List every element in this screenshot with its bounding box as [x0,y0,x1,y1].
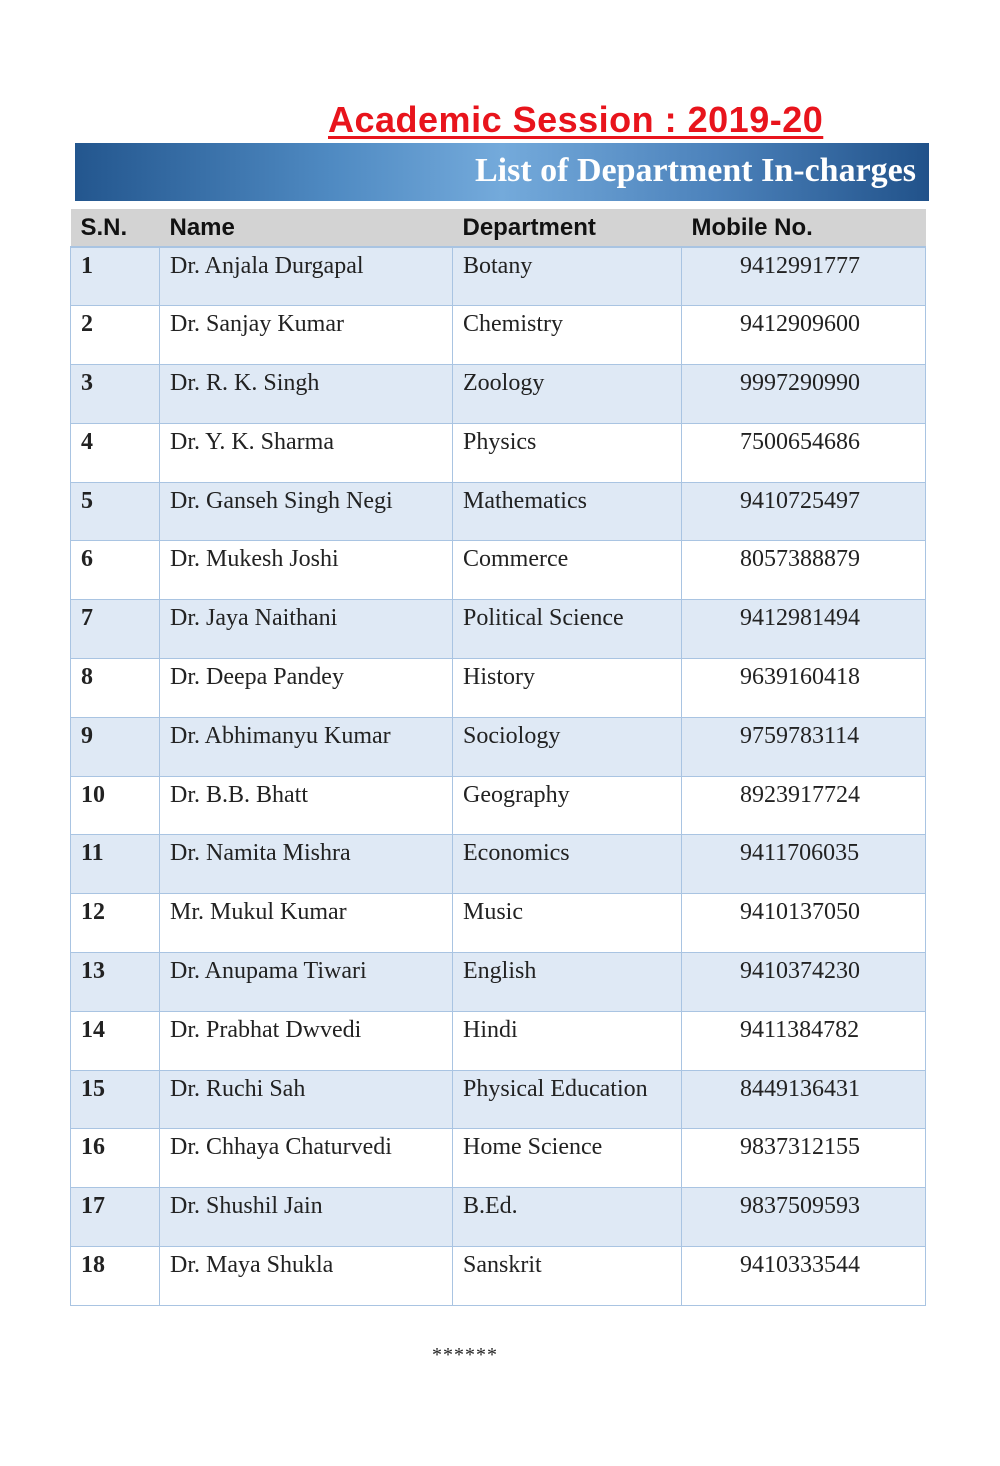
column-header-sn: S.N. [71,209,160,247]
cell-department: Political Science [453,600,682,659]
title-banner [75,143,929,201]
cell-department: Chemistry [453,306,682,365]
table-row [71,600,926,659]
cell-name: Dr. Mukesh Joshi [160,541,453,600]
cell-name: Dr. Prabhat Dwvedi [160,1011,453,1070]
cell-mobile: 7500654686 [682,423,926,482]
cell-department: B.Ed. [453,1188,682,1247]
cell-name: Dr. Y. K. Sharma [160,423,453,482]
cell-mobile: 9410333544 [682,1247,926,1306]
cell-name: Dr. Chhaya Chaturvedi [160,1129,453,1188]
column-header-name: Name [160,209,453,247]
cell-sn: 14 [71,1011,160,1070]
cell-mobile: 8449136431 [682,1070,926,1129]
cell-department: Hindi [453,1011,682,1070]
cell-mobile: 9837312155 [682,1129,926,1188]
cell-mobile: 9411384782 [682,1011,926,1070]
table-row [71,953,926,1012]
cell-name: Dr. Jaya Naithani [160,600,453,659]
cell-name: Dr. Maya Shukla [160,1247,453,1306]
table-body [71,247,926,1305]
table-row [71,776,926,835]
table-header-row [71,209,926,247]
cell-department: Home Science [453,1129,682,1188]
cell-department: Geography [453,776,682,835]
cell-department: Commerce [453,541,682,600]
cell-department: Zoology [453,365,682,424]
cell-sn: 12 [71,894,160,953]
cell-mobile: 9997290990 [682,365,926,424]
cell-sn: 17 [71,1188,160,1247]
cell-department: Botany [453,247,682,306]
cell-mobile: 9759783114 [682,717,926,776]
cell-mobile: 9412981494 [682,600,926,659]
cell-name: Dr. Anupama Tiwari [160,953,453,1012]
cell-department: Economics [453,835,682,894]
cell-mobile: 8923917724 [682,776,926,835]
table-row [71,1070,926,1129]
cell-mobile: 9412991777 [682,247,926,306]
cell-sn: 13 [71,953,160,1012]
column-header-mobile: Mobile No. [682,209,926,247]
cell-sn: 9 [71,717,160,776]
cell-mobile: 9410374230 [682,953,926,1012]
cell-sn: 4 [71,423,160,482]
cell-department: Sociology [453,717,682,776]
cell-sn: 8 [71,659,160,718]
table-row [71,1188,926,1247]
table-row [71,835,926,894]
cell-department: Physical Education [453,1070,682,1129]
session-title: Academic Session : 2019-20 [328,99,824,140]
cell-name: Dr. Ganseh Singh Negi [160,482,453,541]
table-row [71,365,926,424]
table-row [71,423,926,482]
cell-mobile: 9411706035 [682,835,926,894]
table-row [71,1129,926,1188]
cell-department: Physics [453,423,682,482]
table-row [71,717,926,776]
cell-sn: 3 [71,365,160,424]
cell-name: Dr. Anjala Durgapal [160,247,453,306]
end-of-list-mark: ****** [432,1344,498,1366]
department-table-container [70,209,925,1306]
cell-mobile: 9639160418 [682,659,926,718]
table-row [71,482,926,541]
cell-mobile: 9410137050 [682,894,926,953]
cell-sn: 6 [71,541,160,600]
cell-sn: 18 [71,1247,160,1306]
cell-name: Dr. Ruchi Sah [160,1070,453,1129]
cell-department: English [453,953,682,1012]
cell-name: Mr. Mukul Kumar [160,894,453,953]
cell-department: Sanskrit [453,1247,682,1306]
cell-mobile: 9837509593 [682,1188,926,1247]
cell-name: Dr. B.B. Bhatt [160,776,453,835]
table-row [71,541,926,600]
cell-department: History [453,659,682,718]
department-incharges-table [70,209,926,1306]
table-row [71,894,926,953]
cell-sn: 15 [71,1070,160,1129]
cell-mobile: 9410725497 [682,482,926,541]
cell-sn: 2 [71,306,160,365]
cell-sn: 7 [71,600,160,659]
cell-sn: 10 [71,776,160,835]
cell-department: Music [453,894,682,953]
cell-sn: 11 [71,835,160,894]
cell-sn: 16 [71,1129,160,1188]
table-row [71,247,926,306]
cell-name: Dr. Abhimanyu Kumar [160,717,453,776]
cell-name: Dr. Namita Mishra [160,835,453,894]
cell-name: Dr. Deepa Pandey [160,659,453,718]
cell-sn: 5 [71,482,160,541]
table-row [71,1011,926,1070]
cell-name: Dr. R. K. Singh [160,365,453,424]
banner-title: List of Department In-charges [475,152,916,189]
cell-mobile: 9412909600 [682,306,926,365]
cell-sn: 1 [71,247,160,306]
table-row [71,306,926,365]
cell-name: Dr. Shushil Jain [160,1188,453,1247]
table-row [71,659,926,718]
table-row [71,1247,926,1306]
cell-mobile: 8057388879 [682,541,926,600]
cell-name: Dr. Sanjay Kumar [160,306,453,365]
column-header-department: Department [453,209,682,247]
cell-department: Mathematics [453,482,682,541]
